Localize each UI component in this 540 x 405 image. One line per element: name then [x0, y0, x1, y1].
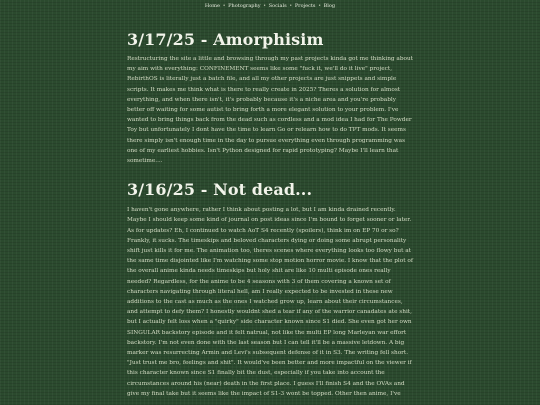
nav-separator: •: [318, 3, 322, 9]
post-body: I haven't gone anywhere, rather I think about posting a lot, but I am kinda drained recently. Maybe I should keep some kind of journal on post ideas since I'm bound to forget sooner or later. As for updates? Eh, I continued to watch AoT S4 recently (spoilers), think im on EP 70 or so? Frankly, it sucks. The timeskips and beloved characters dying or doing some abrupt personality shift just kills it for me. The animation too, theres scenes where everything looks too flowy but at the same time disjointed like I'm watching some stop motion horror movie. I know that the plot of the overall anime kinda needs timeskips but holy shit are like 10 multi episode ones really needed? Regardless, for the anime to be 4 seasons with 3 of them covering a known set of characters navigating through literal hell, am I really expected to be invested in these new additions to the cast as much as the ones I watched grow up, learn about their circumstances, and attempt to defy them? I honestly wouldnt shed a tear if any of the warrior canadates ate shit, but I actually felt loss when a "quirky" side character known since S1 died. She even got her own SINGULAR backstory episode and it felt natrual, not like the multi EP long Marleyan war effort backstory. I'm not even done with the last season but I can tell it'll be a massive letdown. A big marker was resurrecting Armin and Levi's subsequent defense of it in S3. The writing fell short. "Just trust me bro, feelings and shit". It would've been better and more impactful on the viewer if this character known since S1 finally bit the dust, especially if you take into account the circumstances around his (near) death in the first place. I guess I'll finish S4 and the OVAs and give my final take but it seems like the impact of S1-3 wont be topped. Other then anime, I've: [127, 207, 413, 397]
nav-separator: •: [222, 3, 226, 9]
blog-content: [127, 30, 414, 399]
post-body: Restructuring the site a little and browsing through my past projects kinda got me thinking about my aim with everything: CONFINEMENT seems like some "fuck it, we'll do it live" project, RebirthOS is literally just a batch file, and all my other projects are just snippets and simple scripts. It makes me think what is there to really create in 2025? Theres a solution for almost everything, and when there isn't, it's probably because it's a niche area and you're probably better off waiting for some autist to bring forth a more elegant solution to your problem. I've wanted to bring things back from the dead such as cordless and a mod idea I had for The Powder Toy but unfortunately I dont have the time to learn Go or relearn how to do TPT mods. It seems there simply isn't enough time in the day to pursue everything even through programming was one of my earliest hobbies. Isn't Python designed for rapid prototyping? Maybe I'll learn that sometime....: [127, 56, 413, 165]
nav-separator: •: [263, 3, 267, 9]
nav-link-home[interactable]: Home: [204, 3, 220, 9]
nav-link-blog[interactable]: Blog: [323, 3, 336, 9]
blog-post: [127, 180, 414, 399]
nav-link-photography[interactable]: Photography: [228, 3, 261, 9]
post-title: 3/17/25 - Amorphisim: [127, 30, 324, 49]
blog-post: [127, 30, 414, 166]
nav-link-projects[interactable]: Projects: [294, 3, 316, 9]
top-navigation: [0, 3, 540, 10]
nav-separator: •: [289, 3, 293, 9]
nav-link-socials[interactable]: Socials: [268, 3, 287, 9]
post-title: 3/16/25 - Not dead...: [127, 180, 313, 200]
